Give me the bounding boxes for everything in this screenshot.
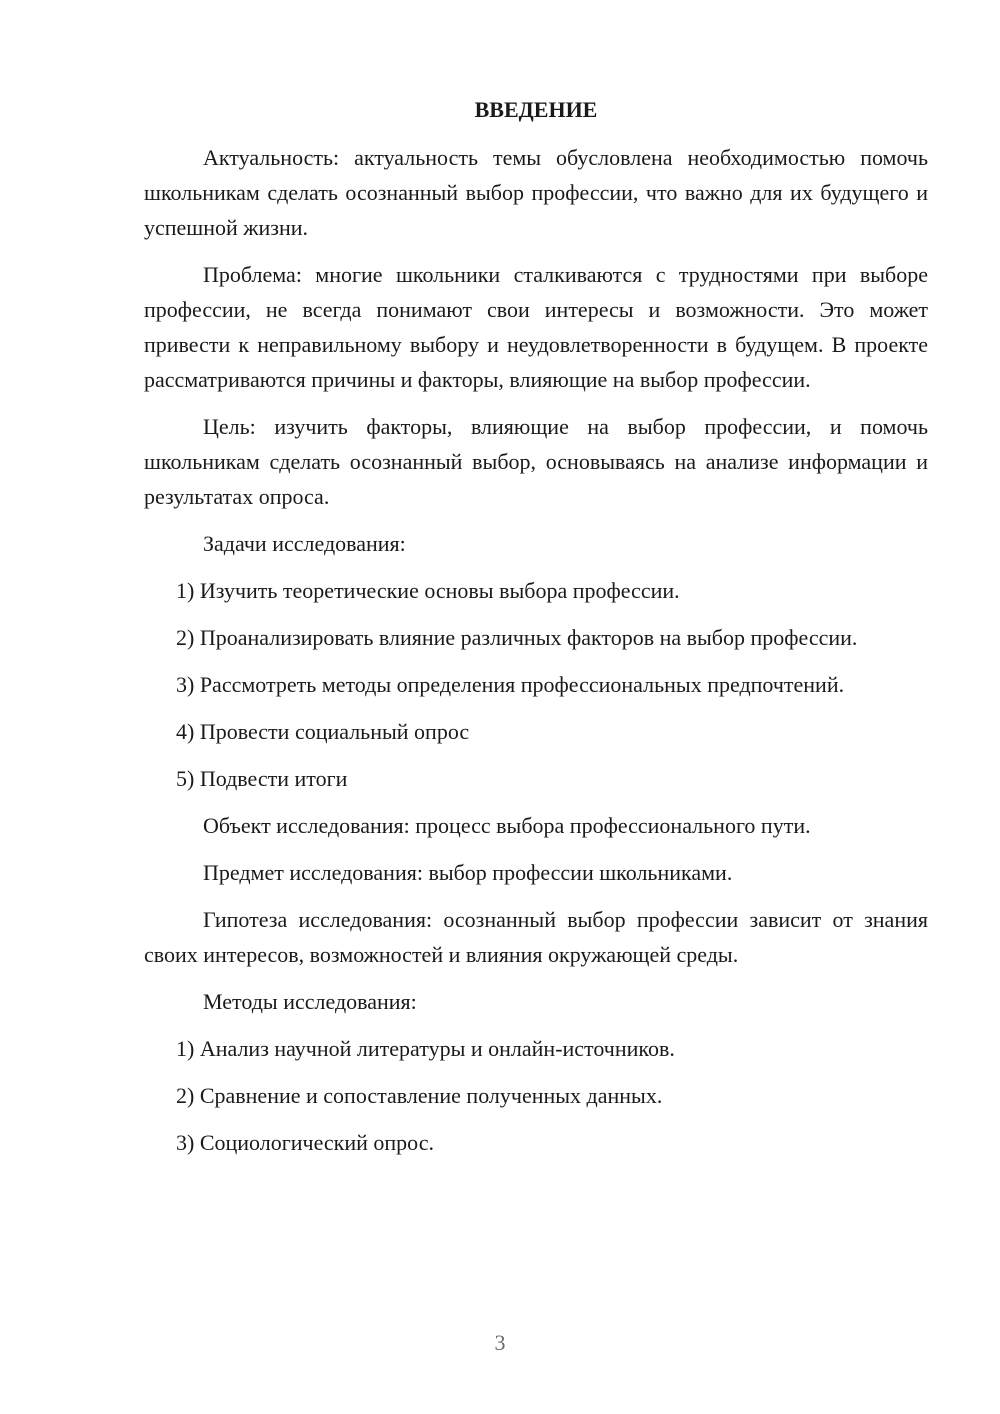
method-item: 1) Анализ научной литературы и онлайн-источников. bbox=[176, 1036, 675, 1061]
task-item: 4) Провести социальный опрос bbox=[176, 719, 470, 744]
paragraph-object: Объект исследования: процесс выбора профессионального пути. bbox=[203, 813, 811, 838]
paragraph-relevance: Актуальность: актуальность темы обусловлена необходимостью помочь школьникам сделать осознанный выбор профессии, что важно для их будущего и успешной жизни. bbox=[144, 145, 928, 240]
paragraph-goal: Цель: изучить факторы, влияющие на выбор профессии, и помочь школьникам сделать осознанный выбор, основываясь на анализе информации и результатах опроса. bbox=[144, 414, 928, 509]
paragraph-subject: Предмет исследования: выбор профессии школьниками. bbox=[203, 860, 733, 885]
task-item: 3) Рассмотреть методы определения профессиональных предпочтений. bbox=[176, 672, 845, 697]
section-title: ВВЕДЕНИЕ bbox=[474, 97, 598, 122]
method-item: 2) Сравнение и сопоставление полученных данных. bbox=[176, 1083, 663, 1108]
task-item: 1) Изучить теоретические основы выбора профессии. bbox=[176, 578, 680, 603]
methods-heading: Методы исследования: bbox=[203, 989, 417, 1014]
task-item: 2) Проанализировать влияние различных факторов на выбор профессии. bbox=[176, 625, 858, 650]
tasks-heading: Задачи исследования: bbox=[203, 531, 406, 556]
task-item: 5) Подвести итоги bbox=[176, 766, 348, 791]
document-body bbox=[144, 92, 928, 1172]
paragraph-hypothesis: Гипотеза исследования: осознанный выбор профессии зависит от знания своих интересов, возможностей и влияния окружающей среды. bbox=[144, 907, 928, 967]
paragraph-problem: Проблема: многие школьники сталкиваются с трудностями при выборе профессии, не всегда понимают свои интересы и возможности. Это может привести к неправильному выбору и неудовлетворенности в будущем. В проекте рассматриваются причины и факторы, влияющие на выбор профессии. bbox=[144, 262, 928, 392]
method-item: 3) Социологический опрос. bbox=[176, 1130, 434, 1155]
page-number: 3 bbox=[494, 1330, 506, 1355]
